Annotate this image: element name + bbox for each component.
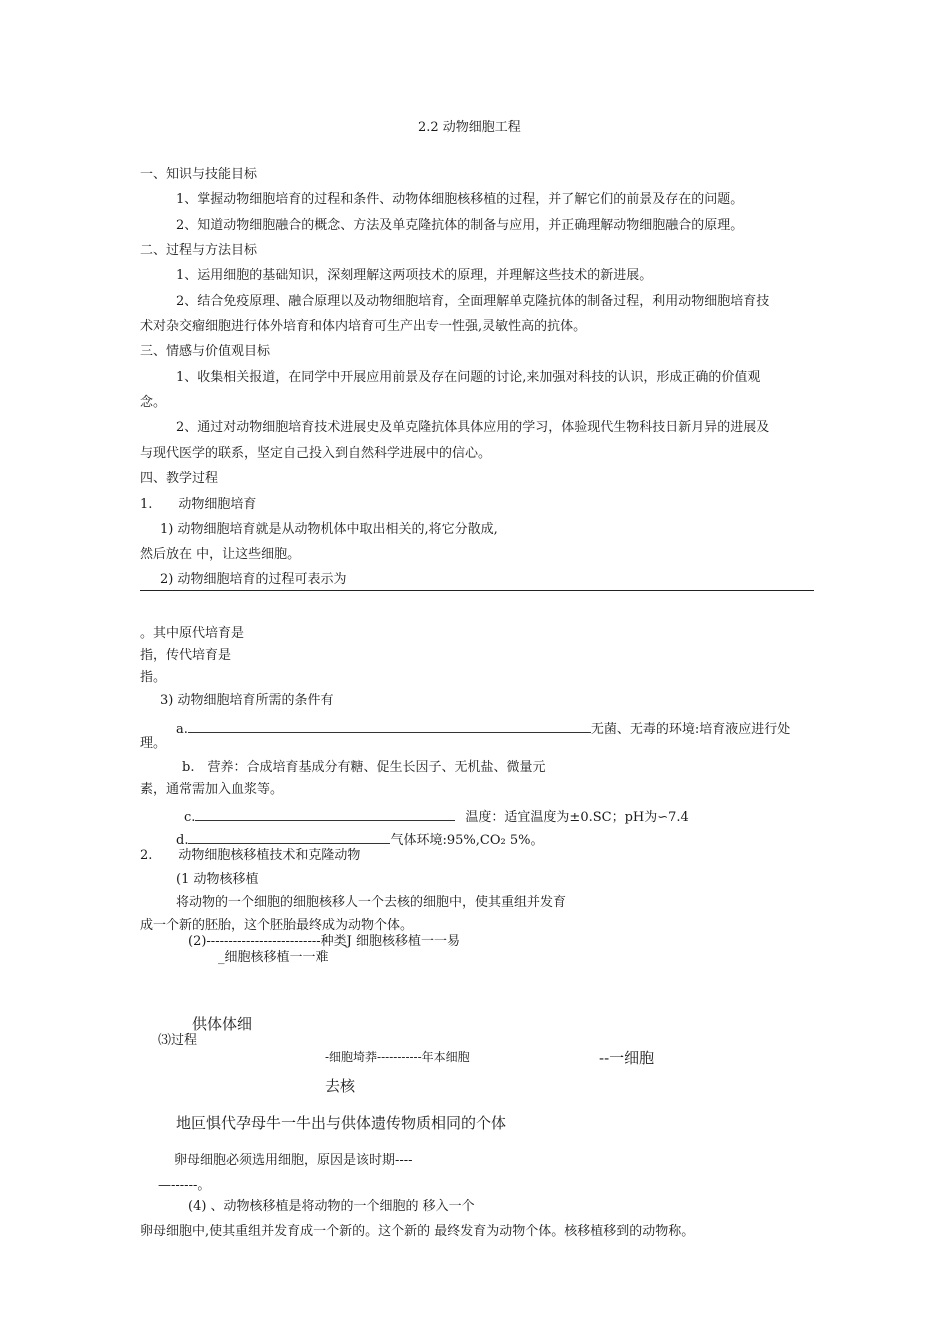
- section-3-item-2-line-1: 2、通过对动物细胞培育技术进展史及单克隆抗体具体应用的学习，体验现代生物科技日新月异的进展及: [176, 420, 770, 435]
- section-3-item-1-line-2: 念。: [140, 395, 167, 410]
- oocyte-line: 卵母细胞必须选用细胞，原因是该时期----: [174, 1153, 413, 1168]
- section-2-heading: 二、过程与方法目标: [140, 243, 258, 258]
- condition-b-line-1: b. 营养：合成培育基成分有糖、促生长因子、无机盐、微量元: [182, 760, 546, 775]
- section-1-heading: 一、知识与技能目标: [140, 167, 258, 182]
- blank-a: [188, 718, 591, 733]
- condition-c-label: c.: [184, 810, 196, 825]
- transfer-def-line-1: (4) 、动物核移植是将动物的一个细胞的 移入一个: [188, 1199, 475, 1214]
- condition-d: [176, 829, 543, 849]
- culture-line-5: 指，传代培育是: [140, 648, 232, 663]
- culture-line-3: 2) 动物细胞培育的过程可表示为: [160, 572, 347, 587]
- diagram-enucleate: 去核: [325, 1077, 356, 1095]
- culture-line-4: 。其中原代培育是: [140, 626, 245, 641]
- condition-c: [184, 806, 689, 826]
- types-line-2: _细胞核移植一一难: [218, 950, 329, 965]
- condition-c-text: 温度：适宜温度为±0.SC；pH为∽7.4: [465, 810, 689, 825]
- section-3-heading: 三、情感与价值观目标: [140, 344, 271, 359]
- nuclear-transfer-heading: (1 动物核移植: [176, 872, 259, 887]
- condition-d-label: d.: [176, 833, 189, 848]
- condition-a-text: 无菌、无毒的环境:培育液应进行处: [590, 722, 791, 737]
- diagram-flow-line: -细胞埼莽-----------年本细胞: [325, 1050, 470, 1064]
- diagram-donor-cell: 供体体细: [192, 1015, 253, 1033]
- culture-line-1: 1) 动物细胞培育就是从动物机体中取出相关的,将它分散成,: [160, 522, 498, 537]
- condition-d-text: 气体环境:95%,CO₂ 5%。: [390, 833, 544, 848]
- diagram-result: 地叵惧代孕母牛一牛出与供体遗传物质相同的个体: [176, 1114, 507, 1132]
- answer-line: [140, 590, 814, 591]
- culture-line-6: 指。: [140, 670, 167, 685]
- teaching-item-1: 1. 动物细胞培育: [140, 497, 257, 512]
- nuclear-transfer-line-2: 成一个新的胚胎，这个胚胎最终成为动物个体。: [140, 918, 414, 933]
- blank-c: [195, 806, 455, 821]
- section-3-item-2-line-2: 与现代医学的联系，坚定自己投入到自然科学进展中的信心。: [140, 446, 492, 461]
- section-4-heading: 四、教学过程: [140, 471, 219, 486]
- section-2-item-2-line-2: 术对杂交瘤细胞进行体外培育和体内培育可生产出专一性强,灵敏性高的抗体。: [140, 319, 587, 334]
- types-line-1: (2)--------------------------种类J 细胞核移植一一易: [188, 934, 460, 949]
- section-2-item-1: 1、运用细胞的基础知识，深刻理解这两项技术的原理，并理解这些技术的新进展。: [176, 268, 653, 283]
- diagram-cell-label: --一细胞: [599, 1049, 655, 1067]
- section-1-item-1: 1、掌握动物细胞培育的过程和条件、动物体细胞核移植的过程，并了解它们的前景及存在的问题。: [176, 192, 744, 207]
- process-heading: ⑶过程: [158, 1033, 198, 1048]
- condition-a: [176, 718, 790, 738]
- page-title: 2.2 动物细胞工程: [418, 120, 521, 135]
- teaching-item-2: 2. 动物细胞核移植技术和克隆动物: [140, 848, 361, 863]
- culture-line-2: 然后放在 中，让这些细胞。: [140, 547, 301, 562]
- section-1-item-2: 2、知道动物细胞融合的概念、方法及单克隆抗体的制备与应用，并正确理解动物细胞融合的原理。: [176, 218, 744, 233]
- oocyte-line-cont: —------。: [158, 1178, 211, 1193]
- blank-d: [188, 829, 390, 844]
- transfer-def-line-2: 卵母细胞中,使其重组并发育成一个新的。这个新的 最终发育为动物个体。核移植移到的动物称。: [140, 1224, 695, 1239]
- section-3-item-1-line-1: 1、收集相关报道，在同学中开展应用前景及存在问题的讨论,来加强对科技的认识，形成正确的价值观: [176, 370, 761, 385]
- section-2-item-2-line-1: 2、结合免疫原理、融合原理以及动物细胞培育，全面理解单克隆抗体的制备过程，利用动物细胞培育技: [176, 294, 770, 309]
- condition-b-line-2: 素，通常需加入血浆等。: [140, 782, 284, 797]
- nuclear-transfer-line-1: 将动物的一个细胞的细胞核移人一个去核的细胞中，使其重组并发育: [176, 895, 567, 910]
- conditions-heading: 3) 动物细胞培育所需的条件有: [160, 693, 334, 708]
- condition-a-cont: 理。: [140, 736, 167, 751]
- condition-a-label: a.: [176, 722, 188, 737]
